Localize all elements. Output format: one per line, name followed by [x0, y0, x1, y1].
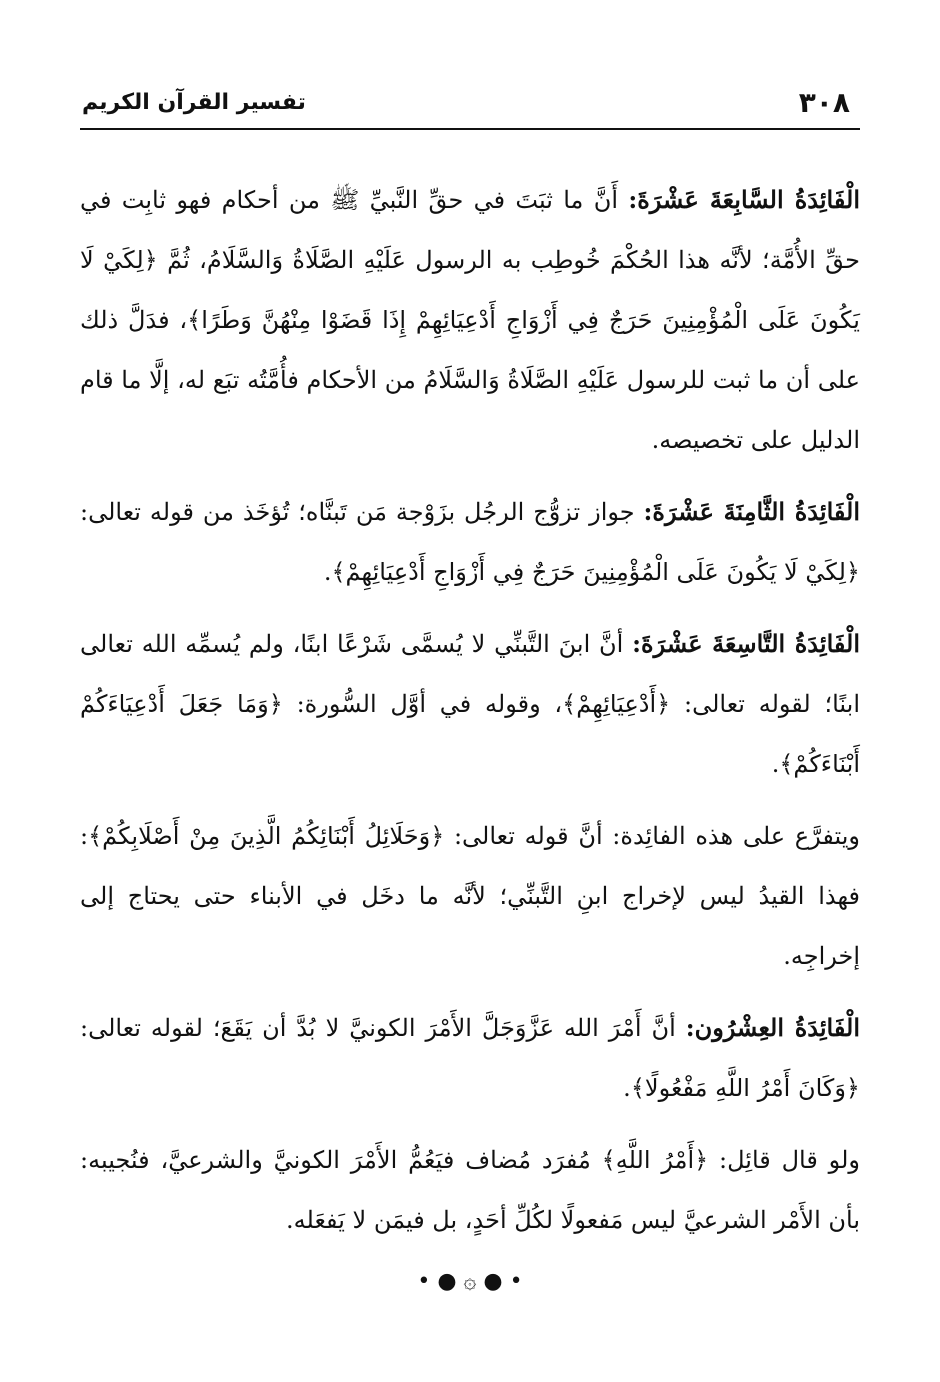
body-text: ، وقوله في أوَّل السُّورة:: [282, 690, 563, 718]
page-header: [80, 84, 860, 130]
section-end-ornament: • ● ۞ ● •: [417, 1269, 523, 1294]
quran-verse: ﴿وَكَانَ أَمْرُ اللَّهِ مَفْعُولًا﴾: [630, 1074, 860, 1102]
body-text: ولو قال قائِل:: [708, 1146, 860, 1174]
paragraph-objection-reply: [80, 1130, 860, 1250]
quran-verse: ﴿لِكَيْ لَا يَكُونَ عَلَى الْمُؤْمِنِينَ حَرَجٌ فِي أَزْوَاجِ أَدْعِيَائِهِمْ إِذَا قَضَوْا مِنْهُنَّ وَطَرًا﴾: [80, 246, 860, 334]
benefit-heading: الْفَائِدَةُ العِشْرُون:: [685, 1013, 860, 1042]
page-body: [80, 170, 860, 1302]
quran-verse: ﴿وَحَلَائِلُ أَبْنَائِكُمُ الَّذِينَ مِنْ أَصْلَابِكُمْ﴾: [88, 822, 445, 850]
body-text: أَنَّ ما ثبَتَ في حقِّ النَّبيِّ ﷺ من أحكام فهو ثابِت في حقِّ الأُمَّة؛ لأنَّه هذا الحُكْمَ خُوطِب به الرسول عَلَيْهِ الصَّلَاةُ وَالسَّلَامُ، ثُمَّ: [80, 186, 861, 274]
body-text: أنَّ أَمْرَ الله عَزَّوَجَلَّ الأَمْرَ الكونيَّ لا بُدَّ أن يَقَعَ؛ لقوله تعالى:: [80, 1014, 686, 1042]
page-number: ٣٠٨: [798, 86, 850, 119]
running-title: تفسير القرآن الكريم: [82, 90, 306, 115]
body-text: .: [323, 558, 332, 586]
body-text: .: [771, 750, 780, 778]
paragraph-benefit-17: [80, 170, 860, 470]
body-text: ، فدَلَّ ذلك على أن ما ثبت للرسول عَلَيْهِ الصَّلَاةُ وَالسَّلَامُ من الأحكام فأُمَّتُه تبَع له، إلَّا ما قام الدليل على تخصيصه.: [80, 306, 860, 454]
body-text: : فهذا القيدُ ليس لإخراج ابنِ التَّبنِّي؛ لأنَّه ما دخَل في الأبناء حتى يحتاج إلى إخراجِه.: [80, 822, 860, 970]
body-text: جواز تزوُّج الرجُل بزَوْجة مَن تَبنَّاه؛ تُؤخَذ من قوله تعالى:: [80, 498, 644, 526]
quran-verse: ﴿أَدْعِيَائِهِمْ﴾: [562, 690, 671, 718]
paragraph-benefit-18: [80, 482, 860, 602]
body-text: أنَّ ابنَ التَّبنِّي لا يُسمَّى شَرْعًا ابنًا، ولم يُسمِّه الله تعالى ابنًا؛ لقوله تعالى:: [80, 630, 861, 718]
paragraph-benefit-20: [80, 998, 860, 1118]
benefit-heading: الْفَائِدَةُ السَّابِعَةَ عَشْرَةَ:: [628, 185, 860, 214]
body-text: مُفرَد مُضاف فيَعُمُّ الأَمْرَ الكونيَّ والشرعيَّ، فنُجيبه: بأن الأَمْر الشرعيَّ ليس مَفعولًا لكُلِّ أحَدٍ، بل فيمَن لا يَفعَله.: [80, 1146, 860, 1234]
quran-verse: ﴿أَمْرُ اللَّهِ﴾: [601, 1146, 709, 1174]
body-text: .: [623, 1074, 631, 1102]
paragraph-benefit-19: [80, 614, 860, 794]
quran-verse: ﴿لِكَيْ لَا يَكُونَ عَلَى الْمُؤْمِنِينَ حَرَجٌ فِي أَزْوَاجِ أَدْعِيَائِهِمْ﴾: [331, 558, 860, 586]
body-text: ويتفرَّع على هذه الفائِدة: أنَّ قوله تعالى:: [444, 822, 860, 850]
benefit-heading: الْفَائِدَةُ التَّاسِعَةَ عَشْرَةَ:: [632, 629, 860, 658]
paragraph-branch-note: [80, 806, 860, 986]
quran-verse: ﴿وَمَا جَعَلَ أَدْعِيَاءَكُمْ أَبْنَاءَكُمْ﴾: [80, 690, 860, 778]
benefit-heading: الْفَائِدَةُ الثَّامِنَةَ عَشْرَةَ:: [643, 497, 860, 526]
